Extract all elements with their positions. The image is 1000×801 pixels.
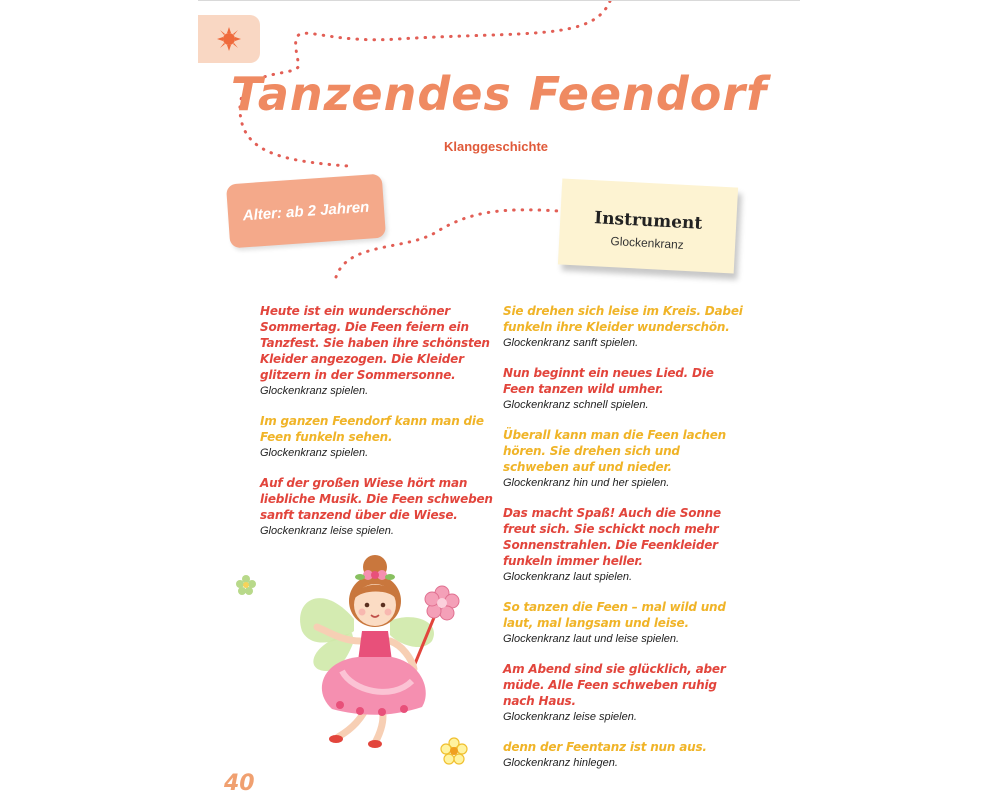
story-text: Das macht Spaß! Auch die Sonne freut sich. Sie schickt noch mehr Sonnenstrahlen. Die Feenkleider funkeln immer heller. [503,506,721,568]
instrument-instruction: Glockenkranz hinlegen. [503,757,618,769]
story-paragraph [503,661,743,725]
story-paragraph [503,303,743,351]
instrument-instruction: Glockenkranz sanft spielen. [503,337,639,349]
page-title: Tanzendes Feendorf [230,67,768,121]
story-paragraph [260,475,500,539]
story-text: Heute ist ein wunderschöner Sommertag. Die Feen feiern ein Tanzfest. Sie haben ihre schönsten Kleider angezogen. Die Kleider glitzern in der Sommersonne. [260,304,490,382]
instrument-instruction: Glockenkranz spielen. [260,447,369,459]
story-paragraph [503,427,743,491]
instrument-note [558,178,738,273]
instrument-instruction: Glockenkranz schnell spielen. [503,399,649,411]
small-flower-icon [236,575,256,595]
story-text: denn der Feentanz ist nun aus. [503,740,707,754]
story-text: Nun beginnt ein neues Lied. Die Feen tanzen wild umher. [503,366,714,396]
story-column-right [503,303,743,785]
instrument-instruction: Glockenkranz leise spielen. [503,711,637,723]
story-text: Überall kann man die Feen lachen hören. Sie drehen sich und schweben auf und nieder. [503,428,726,474]
story-text: Auf der großen Wiese hört man liebliche Musik. Die Feen schweben sanft tanzend über die Wiese. [260,476,493,522]
story-paragraph [503,365,743,413]
book-page [198,0,800,801]
story-paragraph [503,739,743,771]
page-subtitle: Klanggeschichte [443,139,549,154]
age-label: Alter: ab 2 Jahren [242,198,370,224]
instrument-instruction: Glockenkranz leise spielen. [260,525,394,537]
story-text: Sie drehen sich leise im Kreis. Dabei funkeln ihre Kleider wunderschön. [503,304,743,334]
story-paragraph [260,303,500,399]
story-text: Am Abend sind sie glücklich, aber müde. Alle Feen schweben ruhig nach Haus. [503,662,726,708]
instrument-name: Glockenkranz [610,234,685,252]
instrument-instruction: Glockenkranz hin und her spielen. [503,477,670,489]
story-column-left [260,303,500,553]
instrument-instruction: Glockenkranz spielen. [260,385,369,397]
instrument-instruction: Glockenkranz laut spielen. [503,571,633,583]
story-paragraph [503,599,743,647]
story-paragraph [260,413,500,461]
fairy-illustration [282,541,462,751]
instrument-heading: Instrument [593,208,703,234]
story-paragraph [503,505,743,585]
story-text: Im ganzen Feendorf kann man die Feen funkeln sehen. [260,414,484,444]
instrument-instruction: Glockenkranz laut und leise spielen. [503,633,680,645]
age-label-box [226,174,386,249]
story-text: So tanzen die Feen – mal wild und laut, mal langsam und leise. [503,600,726,630]
page-number: 40 [224,771,255,796]
